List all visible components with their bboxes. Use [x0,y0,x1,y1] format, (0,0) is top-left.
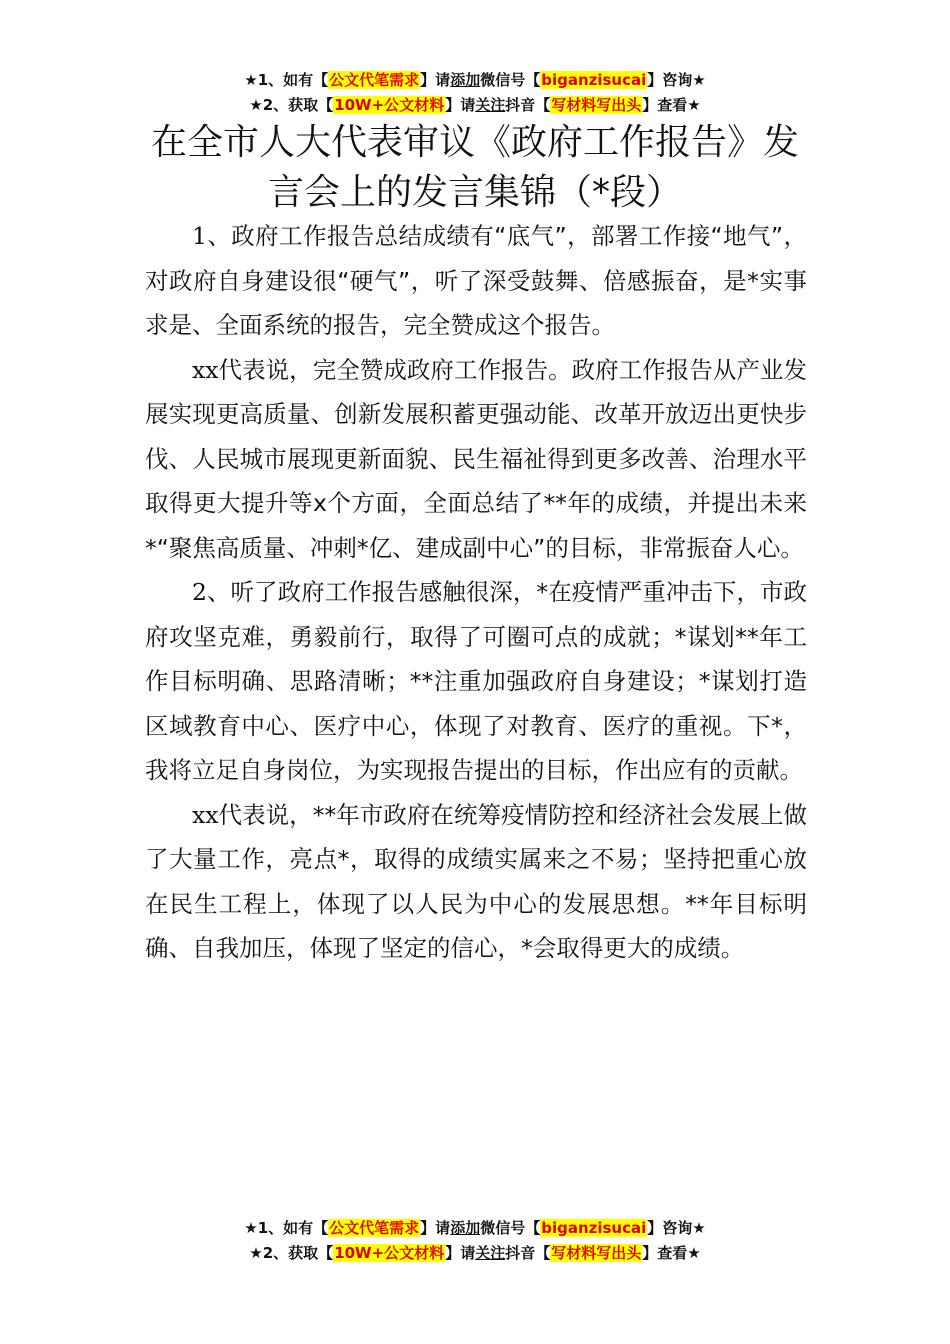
banner-text: ★2、获取【 [249,1244,334,1262]
banner-text: 】咨询★ [647,71,706,89]
paragraph [145,348,807,571]
banner-text: 】请 [445,1244,476,1262]
document-body [145,214,807,971]
paragraph-lead: xx [192,355,219,384]
header-banner-line-1 [0,68,950,93]
banner-text: 微信号【 [480,1219,541,1237]
banner-text: 】请 [420,71,451,89]
banner-text: 】请 [445,96,476,114]
banner-highlight: 10W+公文材料 [334,96,445,114]
paragraph-text: 、听了政府工作报告感触很深，*在疫情严重冲击下，市政府攻坚克难，勇毅前行，取得了可圈可点的成就；*谋划**年工作目标明确、思路清晰；**注重加强政府自身建设；*谋划打造区域教育中心、医疗中心，体现了对教育、医疗的重视。下*，我将立足自身岗位，为实现报告提出的目标，作出应有的贡献。 [145,578,807,784]
banner-text: 】查看★ [642,1244,701,1262]
banner-text: 微信号【 [480,71,541,89]
banner-text: ★2、获取【 [249,96,334,114]
banner-text: ★1、如有【 [244,71,329,89]
document-title: 在全市人大代表审议《政府工作报告》发言会上的发言集锦（*段） [150,122,799,213]
header-banner-line-2 [0,93,950,118]
banner-text: 】咨询★ [647,1219,706,1237]
banner-underlined-text: 关注 [475,96,506,114]
banner-highlight: biganzisucai [541,71,647,89]
banner-highlight: 写材料写出头 [551,96,642,114]
paragraph-lead: 2 [192,578,207,606]
banner-underlined-text: 关注 [475,1244,506,1262]
banner-text: 】查看★ [642,96,701,114]
footer-banner-line-1 [0,1216,950,1241]
paragraph-lead: xx [192,800,219,829]
banner-text: 抖音【 [505,1244,551,1262]
paragraph-text: 代表说，**年市政府在统筹疫情防控和经济社会发展上做了大量工作，亮点*，取得的成绩实属来之不易；坚持把重心放在民生工程上，体现了以人民为中心的发展思想。**年目标明确、自我加压，体现了坚定的信心，*会取得更大的成绩。 [145,800,807,962]
footer-banner [0,1216,950,1266]
banner-text: 抖音【 [505,96,551,114]
banner-highlight: 公文代笔需求 [329,71,420,89]
banner-highlight: 公文代笔需求 [329,1219,420,1237]
banner-highlight: 10W+公文材料 [334,1244,445,1262]
paragraph-text: 、政府工作报告总结成绩有“底气”，部署工作接“地气”，对政府自身建设很“硬气”，听了深受鼓舞、倍感振奋，是*实事求是、全面系统的报告，完全赞成这个报告。 [145,222,807,339]
paragraph-lead: 1 [192,222,207,250]
banner-underlined-text: 添加 [450,71,481,89]
paragraph [145,570,807,793]
paragraph [145,214,807,348]
paragraph-text: 代表说，完全赞成政府工作报告。政府工作报告从产业发展实现更高质量、创新发展积蓄更强动能、改革开放迈出更快步伐、人民城市展现更新面貌、民生福祉得到更多改善、治理水平取得更大提升等x个方面，全面总结了**年的成绩，并提出未来*“聚焦高质量、冲刺*亿、建成副中心”的目标，非常振奋人心。 [145,355,807,562]
footer-banner-line-2 [0,1241,950,1266]
banner-underlined-text: 添加 [450,1219,481,1237]
banner-text: ★1、如有【 [244,1219,329,1237]
banner-text: 】请 [420,1219,451,1237]
header-banner [0,68,950,118]
paragraph [145,793,807,971]
banner-highlight: biganzisucai [541,1219,647,1237]
banner-highlight: 写材料写出头 [551,1244,642,1262]
